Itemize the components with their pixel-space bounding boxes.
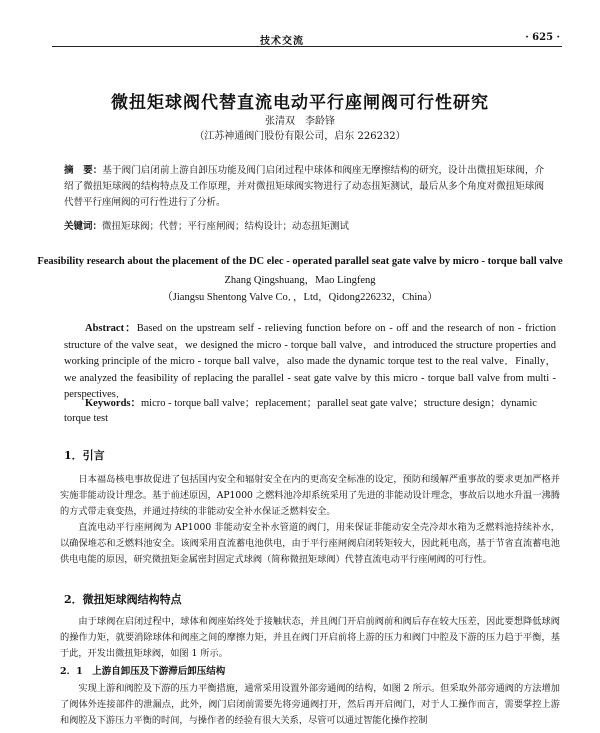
abstract-en-label: Abstract： bbox=[85, 323, 137, 334]
section-2-heading: 2．微扭矩球阀结构特点 bbox=[64, 593, 182, 606]
keywords-en bbox=[64, 396, 556, 426]
affiliation-cn: （江苏神通阀门股份有限公司，启东 226232） bbox=[194, 131, 406, 142]
keywords-en-label: Keywords： bbox=[85, 398, 141, 409]
subsection-2-1-heading: 2．1 上游自卸压及下游滞后卸压结构 bbox=[60, 666, 226, 677]
abstract-cn bbox=[64, 163, 544, 211]
keywords-cn-text: 微扭矩球阀；代替；平行座闸阀；结构设计；动态扭矩测试 bbox=[102, 221, 350, 232]
header-rule bbox=[52, 46, 562, 47]
subsection-2-1-paragraph: 实现上游和阀腔及下游的压力平衡措施，通常采用设置外部旁通阀的结构，如图 2 所示。但采取外部旁通阀的方法增加了阀体外连接部件的泄漏点，此外，阀门启闭前需要先将旁通阀打开，然后再开启阀门，对于人工操作而言，需要掌控上游和阀腔及下游压力平衡的时间，与操作者的经验有很大关系，尽管可以通过智能化操作控制 bbox=[60, 683, 560, 726]
affiliation-en: （Jiangsu Shentong Valve Co．，Ltd，Qidong226232，China） bbox=[162, 292, 438, 303]
abstract-en-text: Based on the upstream self - relieving function before on - off and the research of non - friction structure of the valve seat，we designed the micro - torque ball valve，and introduced the structure properties and working principle of the micro - torque ball valve，also made the dynamic torque test to the real valve．Finally，we analyzed the feasibility of replacing the parallel - seat gate valve by this micro - torque ball valve from multi - perspectives． bbox=[64, 323, 557, 400]
section-2-paragraph-1: 由于球阀在启闭过程中，球体和阀座始终处于接触状态，并且阀门开启前阀前和阀后存在较大压差，因此要想降低球阀的操作力矩，就要消除球体和阀座之间的摩擦力矩，并且在阀门开启前将上游的压力和阀门中腔及下游的压力趋于平衡，基于此，开发出微扭矩球阀，如图 1 所示。 bbox=[60, 616, 560, 659]
keywords-cn-label: 关键词： bbox=[64, 221, 103, 232]
abstract-cn-label: 摘 要： bbox=[64, 165, 103, 176]
abstract-en bbox=[64, 321, 556, 404]
authors-cn: 张清双 李龄锋 bbox=[265, 116, 335, 127]
running-header-section: 技术交流 bbox=[260, 36, 304, 47]
keywords-en-text: micro - torque ball valve；replacement；parallel seat gate valve；structure design；dynamic torque test bbox=[64, 398, 537, 424]
section-1-heading: 1．引言 bbox=[64, 449, 105, 462]
abstract-cn-text: 基于阀门启闭前上游自卸压功能及阀门启闭过程中球体和阀座无摩擦结构的研究，设计出微扭矩球阀，介绍了微扭矩球阀的结构特点及工作原理，并对微扭矩球阀实物进行了动态扭矩测试，最后从多个角度对微扭矩球阀代替平行座闸阀的可行性进行了分析。 bbox=[64, 165, 544, 208]
paper-title-en: Feasibility research about the placement of the DC elec - operated parallel seat gate valve by micro - torque ball valve bbox=[37, 256, 563, 267]
authors-en: Zhang Qingshuang，Mao Lingfeng bbox=[224, 275, 376, 286]
page-number: · 625 · bbox=[525, 32, 560, 43]
keywords-cn bbox=[64, 218, 544, 232]
section-1-paragraph-2: 直流电动平行座闸阀为 AP1000 非能动安全补水管道的阀门，用来保证非能动安全壳冷却水箱为乏燃料池持续补水，以确保堆芯和乏燃料池安全。该阀采用直流蓄电池供电，由于平行座闸阀启闭转矩较大，因此耗电高，基于节省直流蓄电池供电电能的原因，研究微扭矩金属密封固定式球阀（简称微扭矩球阀）代替直流电动平行座闸阀的可行性。 bbox=[60, 522, 560, 565]
section-1-paragraph-1: 日本福岛核电事故促进了包括国内安全和辐射安全在内的更高安全标准的设定，预防和缓解严重事故的要求更加严格并实施非能动设计理念。基于前述原因，AP1000 之燃料池冷却系统采用了先进的非能动设计理念，事故后以地水升温一沸腾的方式带走衰变热，并通过持续的非能动安全补水保证乏燃料安全。 bbox=[60, 474, 560, 517]
paper-title-cn: 微扭矩球阀代替直流电动平行座闸阀可行性研究 bbox=[111, 93, 489, 113]
